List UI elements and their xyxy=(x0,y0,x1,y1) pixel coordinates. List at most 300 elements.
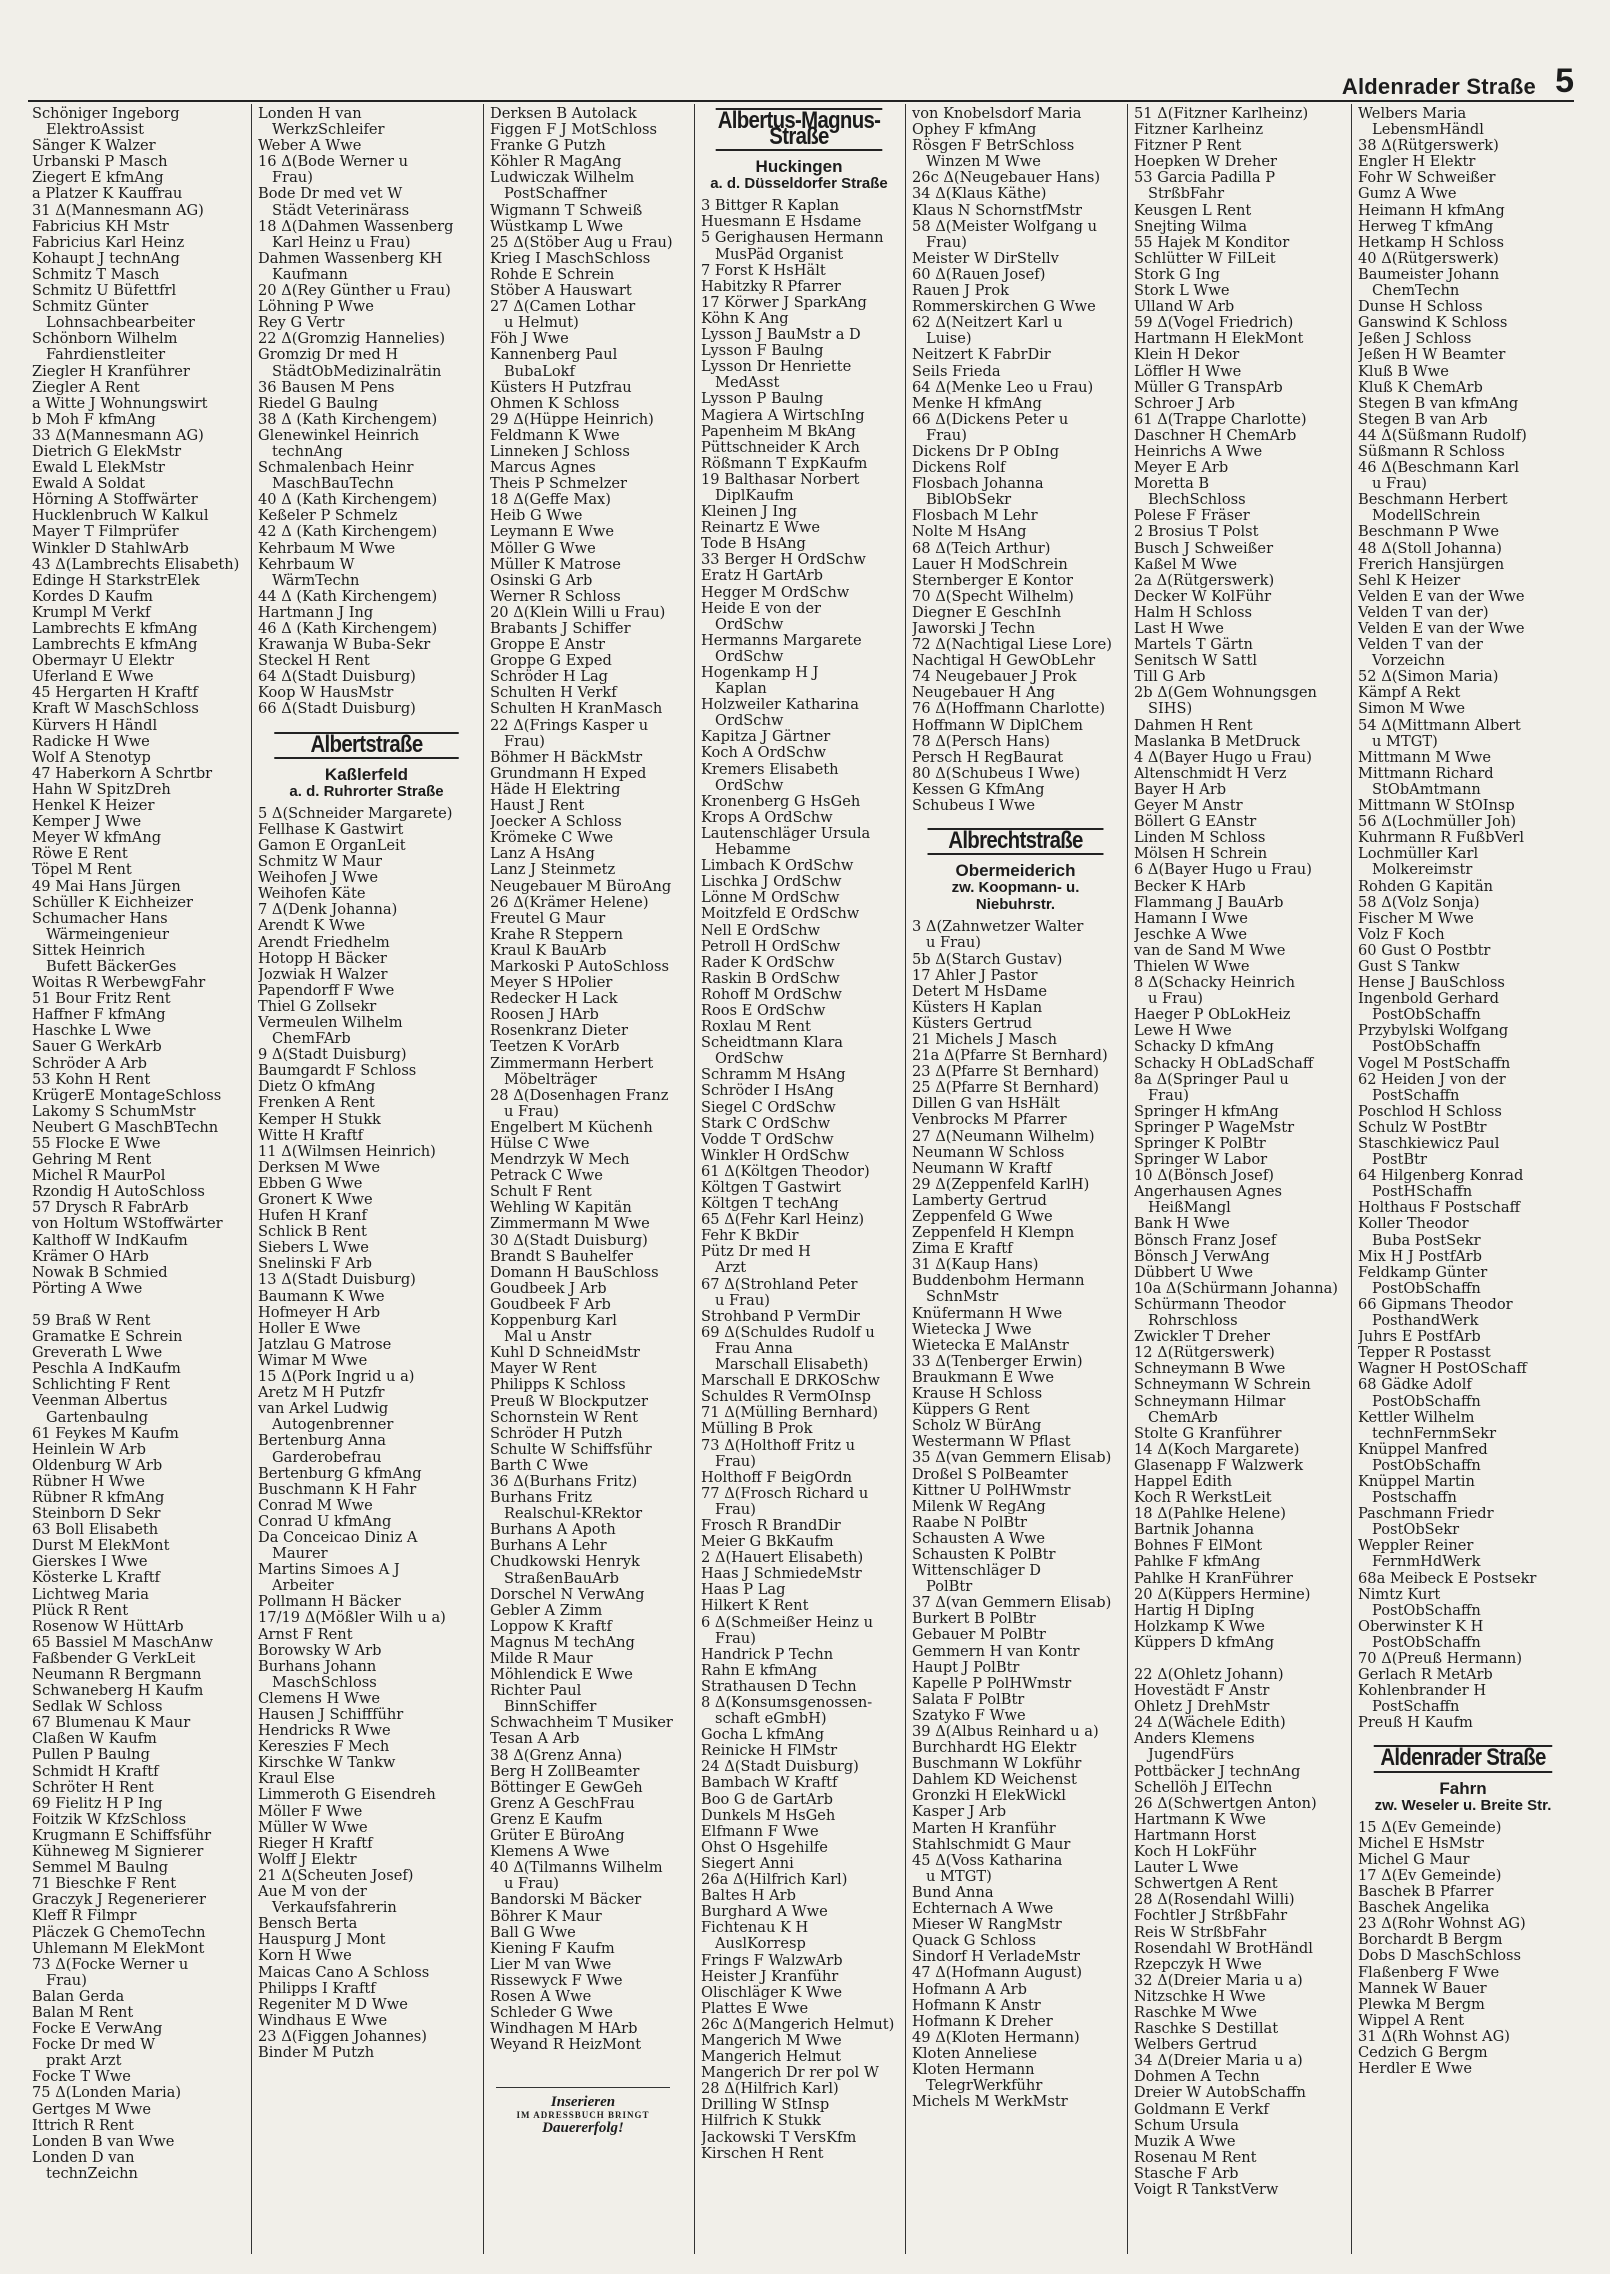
directory-entry: Rader K OrdSchw xyxy=(701,954,835,971)
directory-entry: Kronenberg G HsGeh xyxy=(701,793,861,810)
directory-entry: Postschaffn xyxy=(1372,1490,1457,1507)
directory-entry: 58 Δ(Meister Wolfgang u xyxy=(912,218,1097,235)
directory-entry: Ohmen K Schloss xyxy=(490,395,620,412)
directory-entry: 46 Δ (Kath Kirchengem) xyxy=(258,621,438,637)
directory-entry: PostObSchaffn xyxy=(1372,1039,1481,1056)
directory-entry: Raskin B OrdSchw xyxy=(701,970,840,987)
directory-entry: Mendrzyk W Mech xyxy=(490,1152,630,1169)
directory-entry: 7 Δ(Denk Johanna) xyxy=(258,902,398,919)
directory-entry: Lier M van Wwe xyxy=(490,1956,612,1973)
directory-entry: 40 Δ(Tilmanns Wilhelm xyxy=(490,1860,663,1877)
directory-entry: PolBtr xyxy=(926,1579,973,1596)
directory-entry: Faßbender G VerkLeit xyxy=(32,1650,196,1667)
directory-entry: StrßbFahr xyxy=(1148,186,1225,203)
directory-entry: Pahlke F kfmAng xyxy=(1134,1554,1261,1571)
directory-entry: PostObSchaffn xyxy=(1372,1602,1481,1619)
directory-entry: Stolte G Kranführer xyxy=(1134,1425,1282,1442)
page-header xyxy=(28,60,1574,102)
directory-entry: Dillen G van HsHält xyxy=(912,1096,1060,1113)
directory-entry: Leymann E Wwe xyxy=(490,524,614,541)
directory-entry: OrdSchw xyxy=(715,777,784,794)
directory-entry: Siegert Anni xyxy=(701,1855,794,1872)
directory-entry: Költgen T techAng xyxy=(701,1196,839,1213)
directory-entry: Theis P Schmelzer xyxy=(490,476,628,493)
directory-entry: Regeniter M D Wwe xyxy=(258,1996,408,2013)
directory-entry: Poschlod H Schloss xyxy=(1358,1103,1502,1120)
directory-entry: Busch J Schweißer xyxy=(1134,540,1274,557)
directory-entry: Barth C Wwe xyxy=(490,1457,589,1474)
directory-entry: Schramm M HsAng xyxy=(701,1067,846,1084)
directory-entry: Nachtigal H GewObLehr xyxy=(912,653,1096,670)
directory-entry: Dahmen H Rent xyxy=(1134,717,1253,734)
directory-entry: Hausen J Schiffführ xyxy=(258,1707,404,1723)
directory-entry: Jeßen J Schloss xyxy=(1358,331,1472,348)
directory-entry: 38 Δ(Grenz Anna) xyxy=(490,1747,623,1764)
directory-entry: Krahe R Steppern xyxy=(490,926,624,943)
street-heading-albertus-magnus-strasse xyxy=(701,108,897,192)
directory-entry: Frau) xyxy=(46,1972,87,1989)
street-heading-aldenrader-strasse xyxy=(1358,1745,1568,1813)
directory-entry: Schroer J Arb xyxy=(1134,395,1235,412)
directory-entry: Kämpf A Rekt xyxy=(1358,685,1461,702)
directory-entry: 64 Δ(Stadt Duisburg) xyxy=(258,669,416,686)
directory-entry: Kaplan xyxy=(715,681,767,698)
directory-entry: Pollmann H Bäcker xyxy=(258,1594,401,1611)
directory-entry: Holzkamp K Wwe xyxy=(1134,1618,1265,1635)
directory-entry: Focke T Wwe xyxy=(32,2069,131,2086)
directory-entry: Kohaupt J technAng xyxy=(32,250,180,267)
directory-entry: Werner R Schloss xyxy=(490,588,621,605)
directory-entry: Bönsch Franz Josef xyxy=(1134,1232,1277,1249)
directory-entry: Gebler A Zimm xyxy=(490,1602,603,1619)
directory-entry: PostObSchaffn xyxy=(1372,1007,1481,1024)
column-6 xyxy=(1128,106,1351,2256)
directory-entry: Focke E VerwAng xyxy=(32,2021,163,2038)
directory-entry: Haust J Rent xyxy=(490,798,585,815)
directory-entry: Hogenkamp H J xyxy=(701,665,819,681)
directory-entry: Bartnik Johanna xyxy=(1134,1522,1255,1539)
directory-entry: Neumann R Bergmann xyxy=(32,1667,202,1683)
directory-entry: PostObSchaffn xyxy=(1372,1634,1481,1651)
directory-entry: Engelbert M Küchenh xyxy=(490,1119,653,1136)
directory-entry: Lauter L Wwe xyxy=(1134,1860,1239,1877)
directory-entry: Ewald L ElekMstr xyxy=(32,460,165,477)
column-2 xyxy=(252,106,483,2256)
directory-entry: Schmalenbach Heinr xyxy=(258,460,414,477)
directory-entry: Wimar M Wwe xyxy=(258,1352,368,1369)
district-name: Fahrn xyxy=(1439,1778,1487,1798)
directory-entry: Mannek W Bauer xyxy=(1358,1980,1487,1997)
directory-entry: Bandorski M Bäcker xyxy=(490,1892,642,1909)
directory-entry: 65 Bassiel M MaschAnw xyxy=(32,1634,213,1651)
directory-entry: prakt Arzt xyxy=(46,2053,122,2070)
directory-entry: Siebers L Wwe xyxy=(258,1240,369,1257)
directory-entry: Rissewyck F Wwe xyxy=(490,1972,623,1989)
directory-entry: ModellSchrein xyxy=(1372,508,1481,525)
directory-entry: Borchardt B Bergm xyxy=(1358,1932,1503,1949)
directory-entry: 24 Δ(Wächele Edith) xyxy=(1134,1715,1286,1732)
directory-entry: Wüstkamp L Wwe xyxy=(490,218,623,235)
directory-entry: Salata F PolBtr xyxy=(912,1691,1025,1708)
directory-entry: Fichtenau K H xyxy=(701,1920,809,1937)
directory-entry: 18 Δ(Geffe Max) xyxy=(490,492,611,509)
directory-entry: Holler E Wwe xyxy=(258,1320,361,1337)
directory-entry: Echternach A Wwe xyxy=(912,1901,1054,1918)
directory-entry: BiblObSekr xyxy=(926,492,1012,509)
directory-entry: 8a Δ(Springer Paul u xyxy=(1134,1071,1289,1088)
directory-entry: Foitzik W KfzSchloss xyxy=(32,1811,187,1828)
column-1 xyxy=(26,106,251,2256)
directory-entry: Wietecka E MalAnstr xyxy=(912,1337,1069,1354)
directory-entry: Lanz J Steinmetz xyxy=(490,862,616,879)
directory-entry: Stegen B van Arb xyxy=(1358,411,1488,428)
directory-entry: Loppow K Kraftf xyxy=(490,1618,612,1635)
directory-entry: Jeschke A Wwe xyxy=(1134,926,1247,943)
directory-entry: Schneymann W Schrein xyxy=(1134,1377,1311,1394)
directory-entry: a Witte J Wohnungswirt xyxy=(32,395,208,412)
directory-entry: Berg H ZollBeamter xyxy=(490,1763,640,1780)
directory-entry: 73 Δ(Focke Werner u xyxy=(32,1956,189,1973)
street-location: a. d. Ruhrorter Straße xyxy=(289,782,444,800)
directory-entry: OrdSchw xyxy=(715,648,784,665)
directory-entry: 23 Δ(Pfarre St Bernhard) xyxy=(912,1064,1099,1081)
directory-entry: Aue M von der xyxy=(258,1884,367,1901)
directory-entry: Städt Veterinärass xyxy=(272,202,410,219)
directory-entry: Hendricks R Wwe xyxy=(258,1723,391,1740)
directory-entry: 53 Garcia Padilla P xyxy=(1134,170,1276,187)
directory-entry: Hofmann A Arb xyxy=(912,1981,1027,1998)
directory-entry: 62 Δ(Neitzert Karl u xyxy=(912,315,1063,332)
directory-entry: Müller K Matrose xyxy=(490,556,621,573)
directory-entry: Schröder H Putzh xyxy=(490,1425,623,1442)
directory-entry: Grenz A GeschFrau xyxy=(490,1795,635,1812)
directory-entry: 26 Δ(Schwertgen Anton) xyxy=(1134,1795,1317,1812)
directory-entry: WerkzSchleifer xyxy=(272,122,385,139)
directory-entry: ChemTechn xyxy=(1372,283,1460,300)
directory-entry: Rosenau M Rent xyxy=(1134,2149,1257,2166)
directory-entry: Ziegler A Rent xyxy=(32,379,140,396)
directory-entry: Baschek Angelika xyxy=(1358,1900,1490,1917)
directory-entry: Vermeulen Wilhelm xyxy=(258,1014,403,1031)
directory-entry: Focke Dr med W xyxy=(32,2037,156,2054)
district-name: Kaßlerfeld xyxy=(324,764,409,784)
directory-entry: Kehrbaum M Wwe xyxy=(258,540,396,557)
directory-entry: Uhlemann M ElekMont xyxy=(32,1940,205,1957)
directory-entry: Kraul K BauArb xyxy=(490,942,607,959)
directory-entry: Bufett BäckerGes xyxy=(46,958,177,975)
directory-entry: Handrick P Techn xyxy=(701,1646,834,1663)
directory-entry: Kemper H Stukk xyxy=(258,1111,381,1128)
street-location: zw. Koopmann- u. Niebuhrstr. xyxy=(951,879,1080,914)
directory-entry: Seils Frieda xyxy=(912,363,1001,380)
directory-entry: Möbelträger xyxy=(504,1071,597,1088)
street-heading-title: Aldenrader Straße xyxy=(1374,1745,1553,1772)
directory-entry: Kohlenbrander H xyxy=(1358,1683,1487,1700)
directory-entry: Wolf A Stenotyp xyxy=(32,749,151,766)
directory-entry: Kapelle P PolHWmstr xyxy=(912,1675,1072,1692)
directory-entry: Velden T van der) xyxy=(1358,604,1489,621)
directory-entry: 29 Δ(Hüppe Heinrich) xyxy=(490,411,654,428)
directory-entry: Mittmann W StOInsp xyxy=(1358,798,1515,815)
directory-entry: Wigmann T Schweiß xyxy=(490,202,643,219)
directory-entry: Schröder A Arb xyxy=(32,1055,147,1072)
directory-entry: Gierskes I Wwe xyxy=(32,1554,148,1571)
directory-entry: Dahlem KD Weichenst xyxy=(912,1772,1077,1789)
directory-entry: Dunse H Schloss xyxy=(1358,299,1483,316)
directory-entry: Zeppenfeld H Klempn xyxy=(912,1225,1075,1242)
directory-entry: Rohoff M OrdSchw xyxy=(701,986,842,1003)
directory-entry: Conrad M Wwe xyxy=(258,1497,373,1514)
directory-entry: Schmitz T Masch xyxy=(32,266,160,283)
directory-entry: Winzen M Wwe xyxy=(926,154,1041,171)
directory-entry: Hetkamp H Schloss xyxy=(1358,234,1504,251)
directory-entry: Halm H Schloss xyxy=(1134,604,1252,621)
directory-entry: ChemFArb xyxy=(272,1031,351,1048)
directory-entry: Droßel S PolBeamter xyxy=(912,1466,1068,1483)
directory-entry: Koppenburg Karl xyxy=(490,1313,617,1330)
directory-entry: Krumpl M Verkf xyxy=(32,604,151,621)
directory-entry: Strohband P VermDir xyxy=(701,1308,860,1325)
directory-entry: 39 Δ(Albus Reinhard u a) xyxy=(912,1724,1099,1740)
directory-entry: 30 Δ(Stadt Duisburg) xyxy=(490,1232,648,1249)
directory-entry: Philipps K Schloss xyxy=(490,1377,626,1394)
directory-entry: van de Sand M Wwe xyxy=(1134,942,1286,959)
directory-entry: Engler H Elektr xyxy=(1358,154,1476,171)
directory-entry: Hofmeyer H Arb xyxy=(258,1304,381,1321)
directory-entry: Kirschen H Rent xyxy=(701,2145,824,2162)
directory-entry: 53 Kohn H Rent xyxy=(32,1071,151,1088)
directory-entry: Martels T Gärtn xyxy=(1134,637,1253,654)
directory-entry: Pottbäcker J technAng xyxy=(1134,1763,1301,1780)
directory-entry: Schacky D kfmAng xyxy=(1134,1039,1274,1056)
directory-entry: Frau) xyxy=(1148,1087,1189,1104)
directory-entry: 31 Δ(Mannesmann AG) xyxy=(32,202,204,219)
directory-entry: Mayer T Filmprüfer xyxy=(32,524,179,541)
directory-entry: Wietecka J Wwe xyxy=(912,1321,1032,1338)
ad-line-1: Inserieren xyxy=(550,2094,616,2111)
directory-entry: Möhlendick E Wwe xyxy=(490,1667,633,1684)
directory-entry: Böllert G EAnstr xyxy=(1134,814,1257,831)
directory-entry: Mayer W Rent xyxy=(490,1361,597,1378)
directory-entry: Ziegert E kfmAng xyxy=(32,170,164,187)
directory-entry: Ingenbold Gerhard xyxy=(1358,991,1500,1008)
directory-entry: Mangerich Dr rer pol W xyxy=(701,2065,879,2082)
directory-entry: 47 Haberkorn A Schrtbr xyxy=(32,765,213,782)
directory-entry: Michel E HsMstr xyxy=(1358,1835,1484,1852)
directory-entry: Haas J SchmiedeMstr xyxy=(701,1566,862,1583)
directory-entry: BinnSchiffer xyxy=(504,1699,597,1716)
directory-entry: Angerhausen Agnes xyxy=(1134,1184,1282,1201)
directory-entry: Veenman Albertus xyxy=(32,1393,168,1410)
directory-entry: Baumann K Wwe xyxy=(258,1288,385,1305)
directory-entry: Heide E von der xyxy=(701,600,821,617)
directory-entry: Drilling W StInsp xyxy=(701,2097,830,2114)
directory-entry: Bund Anna xyxy=(912,1884,994,1901)
directory-entry: 69 Δ(Schuldes Rudolf u xyxy=(701,1324,875,1341)
directory-entry: Limmeroth G Eisendreh xyxy=(258,1787,436,1804)
directory-entry: Fahrdienstleiter xyxy=(46,347,166,364)
directory-entry: Ohletz J DrehMstr xyxy=(1134,1699,1270,1716)
directory-entry: PosthandWerk xyxy=(1372,1313,1479,1330)
directory-entry: 2a Δ(Rütgerswerk) xyxy=(1134,572,1275,589)
directory-entry: 20 Δ(Rey Günther u Frau) xyxy=(258,283,451,300)
directory-entry: Kereszies F Mech xyxy=(258,1739,390,1756)
directory-entry: Velden E van der Wwe xyxy=(1358,621,1525,637)
directory-entry: Krömeke C Wwe xyxy=(490,830,614,847)
directory-entry: u Frau) xyxy=(926,935,981,952)
directory-entry: Mix H J PostfArb xyxy=(1358,1248,1482,1265)
directory-entry: Fabricius Karl Heinz xyxy=(32,234,185,251)
directory-entry: Obermayr U Elektr xyxy=(32,653,174,670)
directory-entry: 65 Δ(Fehr Karl Heinz) xyxy=(701,1212,865,1229)
directory-entry: Diegner E GeschInh xyxy=(912,604,1062,621)
entry-list xyxy=(912,919,1123,2110)
directory-entry: Fitzner P Rent xyxy=(1134,138,1242,155)
directory-entry: 48 Δ(Stoll Johanna) xyxy=(1358,540,1502,557)
directory-entry: 15 Δ(Ev Gemeinde) xyxy=(1358,1819,1502,1836)
directory-entry: MedAsst xyxy=(715,375,780,392)
directory-entry: Moitzfeld E OrdSchw xyxy=(701,906,860,923)
directory-entry: Reinartz E Wwe xyxy=(701,520,820,537)
directory-entry: Hofmann K Dreher xyxy=(912,2013,1053,2030)
directory-entry: 57 Drysch R FabrArb xyxy=(32,1200,189,1217)
directory-entry: 32 Δ(Dreier Maria u a) xyxy=(1134,1972,1303,1989)
directory-entry: Gronzki H ElekWickl xyxy=(912,1788,1066,1805)
directory-entry: Clemens H Wwe xyxy=(258,1690,380,1707)
directory-entry: Pahlke H KranFührer xyxy=(1134,1570,1293,1587)
directory-entry: Mangerich Helmut xyxy=(701,2049,842,2066)
directory-entry: Holthoff F BeigOrdn xyxy=(701,1469,853,1486)
directory-entry: Siegel C OrdSchw xyxy=(701,1099,836,1116)
directory-entry: Conrad U kfmAng xyxy=(258,1513,392,1530)
directory-entry: Schlick B Rent xyxy=(258,1224,367,1241)
directory-entry: Röwe E Rent xyxy=(32,846,128,863)
directory-entry: ElektroAssist xyxy=(46,122,144,139)
directory-entry: Marten H Kranführ xyxy=(912,1820,1056,1837)
directory-entry: Kösterke L Kraftf xyxy=(32,1570,160,1587)
directory-entry: Lanz A HsAng xyxy=(490,846,595,863)
directory-entry: Schausten A Wwe xyxy=(912,1530,1046,1547)
directory-entry: Kalthoff W IndKaufm xyxy=(32,1232,188,1249)
directory-entry: Ludwiczak Wilhelm xyxy=(490,170,635,187)
directory-entry: Baltes H Arb xyxy=(701,1888,796,1905)
directory-entry: Bensch Berta xyxy=(258,1916,358,1933)
directory-entry: Rosenkranz Dieter xyxy=(490,1023,629,1040)
directory-entry: Scheidtmann Klara xyxy=(701,1035,844,1052)
directory-entry: 36 Bausen M Pens xyxy=(258,379,395,396)
directory-entry: Beschmann P Wwe xyxy=(1358,524,1499,541)
directory-entry: AuslKorresp xyxy=(715,1936,806,1953)
street-heading-title: Albertstraße xyxy=(274,732,458,759)
directory-entry: Schum Ursula xyxy=(1134,2117,1239,2134)
column-7 xyxy=(1352,106,1576,2256)
directory-entry: Schneymann B Wwe xyxy=(1134,1361,1286,1378)
directory-entry: 72 Δ(Nachtigal Liese Lore) xyxy=(912,637,1112,654)
directory-entry: 40 Δ(Rütgerswerk) xyxy=(1358,250,1499,267)
directory-entry: Burchhardt HG Elektr xyxy=(912,1740,1077,1757)
directory-entry: Gerlach R MetArb xyxy=(1358,1667,1493,1684)
directory-entry: Frau) xyxy=(715,1501,756,1518)
directory-entry: Woitas R WerbewgFahr xyxy=(32,975,206,992)
directory-entry: Schulten H Verkf xyxy=(490,685,617,702)
directory-entry: Frau Anna xyxy=(715,1340,793,1357)
directory-entry: KrügerE MontageSchloss xyxy=(32,1087,222,1104)
directory-entry: Elfmann F Wwe xyxy=(701,1823,819,1840)
directory-entry: StraßenBauArb xyxy=(504,1570,620,1587)
directory-entry: technZeichn xyxy=(46,2165,138,2182)
directory-entry: Hovestädt F Anstr xyxy=(1134,1683,1270,1700)
directory-entry: 10a Δ(Schürmann Johanna) xyxy=(1134,1280,1338,1297)
directory-entry: Beschmann Herbert xyxy=(1358,492,1508,509)
directory-entry: Weihofen J Wwe xyxy=(258,870,378,887)
directory-entry: 3 Bittger R Kaplan xyxy=(701,198,839,215)
directory-entry: Neitzert K FabrDir xyxy=(912,347,1051,364)
directory-entry: Garderobefrau xyxy=(272,1449,382,1466)
directory-entry: Joecker A Schloss xyxy=(490,814,622,831)
directory-entry: Süßmann R Schloss xyxy=(1358,443,1505,460)
directory-entry: Huesmann E Hsdame xyxy=(701,214,862,231)
directory-entry: Zima E Kraftf xyxy=(912,1241,1013,1258)
directory-entry: Buschmann K H Fahr xyxy=(258,1481,417,1498)
directory-entry: Groppe G Exped xyxy=(490,653,612,670)
directory-entry: Frerich Hansjürgen xyxy=(1358,556,1505,573)
header-street-name: Aldenrader Straße xyxy=(1341,74,1536,99)
directory-entry: HeißMangl xyxy=(1148,1200,1231,1217)
ad-line-2: IM ADRESSBUCH BRINGT xyxy=(516,2110,650,2121)
directory-entry: Vodde T OrdSchw xyxy=(701,1131,834,1148)
directory-entry: Krieg I MaschSchloss xyxy=(490,250,651,267)
column-5 xyxy=(906,106,1127,2256)
directory-entry: 22 Δ(Frings Kasper u xyxy=(490,717,649,734)
directory-entry: Altenschmidt H Verz xyxy=(1134,765,1287,782)
directory-entry: Rösgen F BetrSchloss xyxy=(912,138,1075,155)
directory-entry: Durst M ElekMont xyxy=(32,1538,170,1555)
directory-entry: Schumacher Hans xyxy=(32,910,168,927)
directory-entry: 51 Δ(Fitzner Karlheinz) xyxy=(1134,106,1309,122)
directory-entry: 7 Forst K HsHält xyxy=(701,262,826,279)
directory-entry: 59 Braß W Rent xyxy=(32,1312,151,1329)
directory-entry: Kannenberg Paul xyxy=(490,347,618,364)
directory-entry: Goudbeek J Arb xyxy=(490,1280,607,1297)
directory-entry: Grundmann H Exped xyxy=(490,765,647,782)
directory-entry: Schacky H ObLadSchaff xyxy=(1134,1055,1314,1072)
directory-entry: 60 Gust O Postbtr xyxy=(1358,942,1491,959)
directory-entry: Sternberger E Kontor xyxy=(912,572,1074,589)
directory-entry: Reis W StrßbFahr xyxy=(1134,1924,1267,1941)
directory-entry: Schmitz Günter xyxy=(32,299,149,316)
directory-entry: Petroll H OrdSchw xyxy=(701,938,841,955)
directory-entry: PostSchaffn xyxy=(1372,1699,1460,1716)
directory-entry: Rahn E kfmAng xyxy=(701,1662,818,1679)
directory-entry: 20 Δ(Küppers Hermine) xyxy=(1134,1586,1311,1603)
directory-entry: Küsters H Kaplan xyxy=(912,999,1043,1016)
directory-entry: 58 Δ(Volz Sonja) xyxy=(1358,894,1480,911)
directory-entry: Till G Arb xyxy=(1134,669,1206,686)
directory-entry: Heinrichs A Wwe xyxy=(1134,443,1263,460)
directory-entry: 73 Δ(Holthoff Fritz u xyxy=(701,1437,856,1454)
directory-entry: Springer W Labor xyxy=(1134,1152,1268,1169)
directory-entry: 68a Meibeck E Postsekr xyxy=(1358,1570,1537,1587)
directory-entry: Balan Gerda xyxy=(32,1988,125,2005)
directory-entry: Klaus N SchornstfMstr xyxy=(912,202,1082,219)
directory-entry: Tode B HsAng xyxy=(701,536,806,553)
directory-entry: Lysson F Baulng xyxy=(701,343,824,360)
directory-entry: Nowak B Schmied xyxy=(32,1264,168,1281)
directory-entry: Ulland W Arb xyxy=(1134,299,1235,316)
directory-entry: Dorschel N VerwAng xyxy=(490,1586,645,1603)
directory-entry: Brabants J Schiffer xyxy=(490,621,631,637)
directory-entry: Hilkert K Rent xyxy=(701,1598,809,1615)
